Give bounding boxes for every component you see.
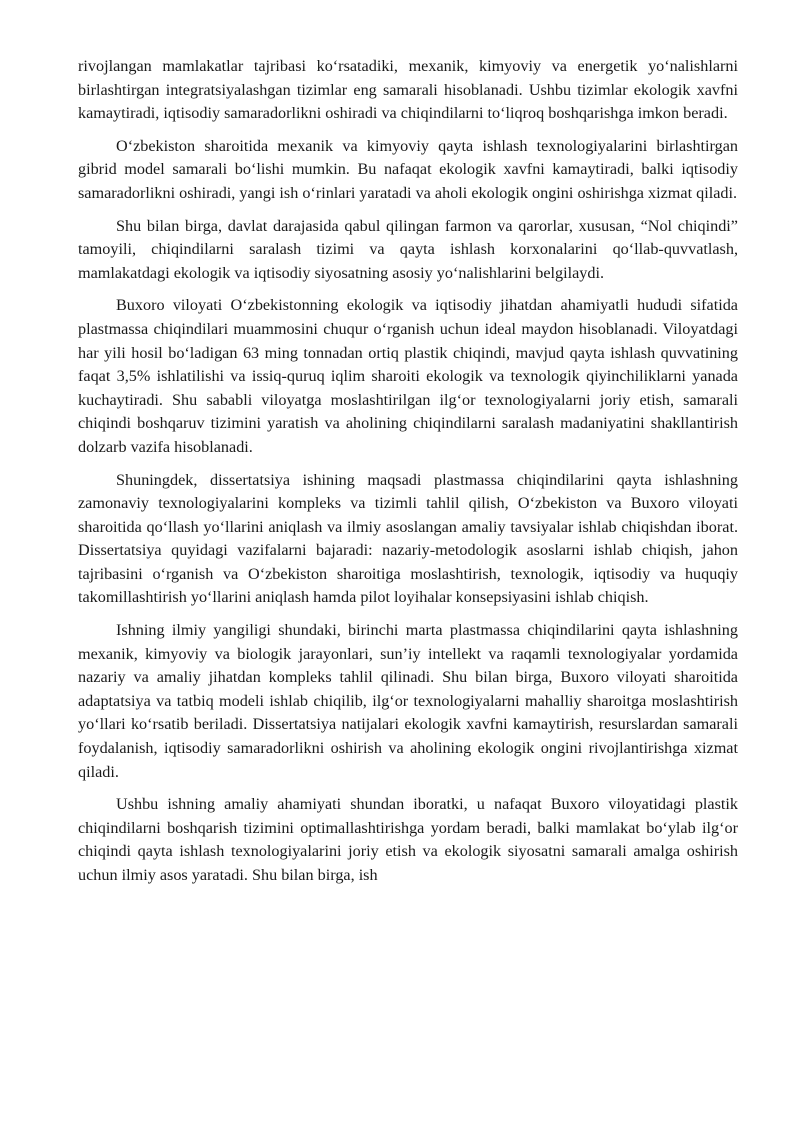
paragraph-2: O‘zbekiston sharoitida mexanik va kimyoviy qayta ishlash texnologiyalarini birlashtirgan gibrid model samarali bo‘lishi mumkin. Bu nafaqat ekologik xavfni kamaytiradi, balki iqtisodiy samaradorlikni oshiradi, yangi ish o‘rinlari yaratadi va aholi ekologik ongini oshirishga xizmat qiladi. <box>78 136 738 202</box>
paragraph-7: Ushbu ishning amaliy ahamiyati shundan iboratki, u nafaqat Buxoro viloyatidagi plastik chiqindilarni boshqarish tizimini optimallashtirishga yordam beradi, balki mamlakat bo‘ylab ilg‘or chiqindi qayta ishlash texnologiyalarini joriy etish va ekologik siyosatni samarali amalga oshirish uchun ilmiy asos yaratadi. Shu bilan birga, ish <box>78 795 738 884</box>
document-page <box>78 55 738 897</box>
paragraph-6: Ishning ilmiy yangiligi shundaki, birinchi marta plastmassa chiqindilarini qayta ishlashning mexanik, kimyoviy va biologik jarayonlari, sun’iy intellekt va raqamli texnologiyalar yordamida nazariy va amaliy jihatdan kompleks tahlil qilinadi. Shu bilan birga, Buxoro viloyati sharoitida adaptatsiya va tatbiq modeli ishlab chiqilib, ilg‘or texnologiyalarni mahalliy sharoitga moslashtirish yo‘llari ko‘rsatib beriladi. Dissertatsiya natijalari ekologik xavfni kamaytirish, resurslardan samarali foydalanish, iqtisodiy samaradorlikni oshirish va aholining ekologik ongini rivojlantirishga xizmat qiladi. <box>78 621 738 781</box>
paragraph-5: Shuningdek, dissertatsiya ishining maqsadi plastmassa chiqindilarini qayta ishlashning zamonaviy texnologiyalarini kompleks va tizimli tahlil qilish, O‘zbekiston va Buxoro viloyati sharoitida qo‘llash yo‘llarini aniqlash va ilmiy asoslangan amaliy tavsiyalar ishlab chiqishdan iborat. Dissertatsiya quyidagi vazifalarni bajaradi: nazariy-metodologik asoslarni ishlab chiqish, jahon tajribasini o‘rganish va O‘zbekiston sharoitiga moslashtirish, texnologik, iqtisodiy va huquqiy takomillashtirish yo‘llarini aniqlash hamda pilot loyihalar konsepsiyasini ishlab chiqish. <box>78 470 738 607</box>
paragraph-3: Shu bilan birga, davlat darajasida qabul qilingan farmon va qarorlar, xususan, “Nol chiqindi” tamoyili, chiqindilarni saralash tizimi va qayta ishlash korxonalarini qo‘llab-quvvatlash, mamlakatdagi ekologik va iqtisodiy siyosatning asosiy yo‘nalishlarini belgilaydi. <box>78 216 738 282</box>
paragraph-4: Buxoro viloyati O‘zbekistonning ekologik va iqtisodiy jihatdan ahamiyatli hududi sifatida plastmassa chiqindilari muammosini chuqur o‘rganish uchun ideal maydon hisoblanadi. Viloyatdagi har yili hosil bo‘ladigan 63 ming tonnadan ortiq plastik chiqindi, mavjud qayta ishlash quvvatining faqat 3,5% ishlatilishi va issiq-quruq iqlim sharoiti ekologik va texnologik qiyinchiliklarni yanada kuchaytiradi. Shu sababli viloyatga moslashtirilgan ilg‘or texnologiyalarni joriy etish, samarali chiqindi boshqaruv tizimini yaratish va aholining chiqindilarni saralash madaniyatini shakllantirish dolzarb vazifa hisoblanadi. <box>78 296 738 456</box>
paragraph-1: rivojlangan mamlakatlar tajribasi ko‘rsatadiki, mexanik, kimyoviy va energetik yo‘nalishlarni birlashtirgan integratsiyalashgan tizimlar eng samarali hisoblanadi. Ushbu tizimlar ekologik xavfni kamaytiradi, iqtisodiy samaradorlikni oshiradi va chiqindilarni to‘liqroq boshqarishga imkon beradi. <box>78 57 738 123</box>
